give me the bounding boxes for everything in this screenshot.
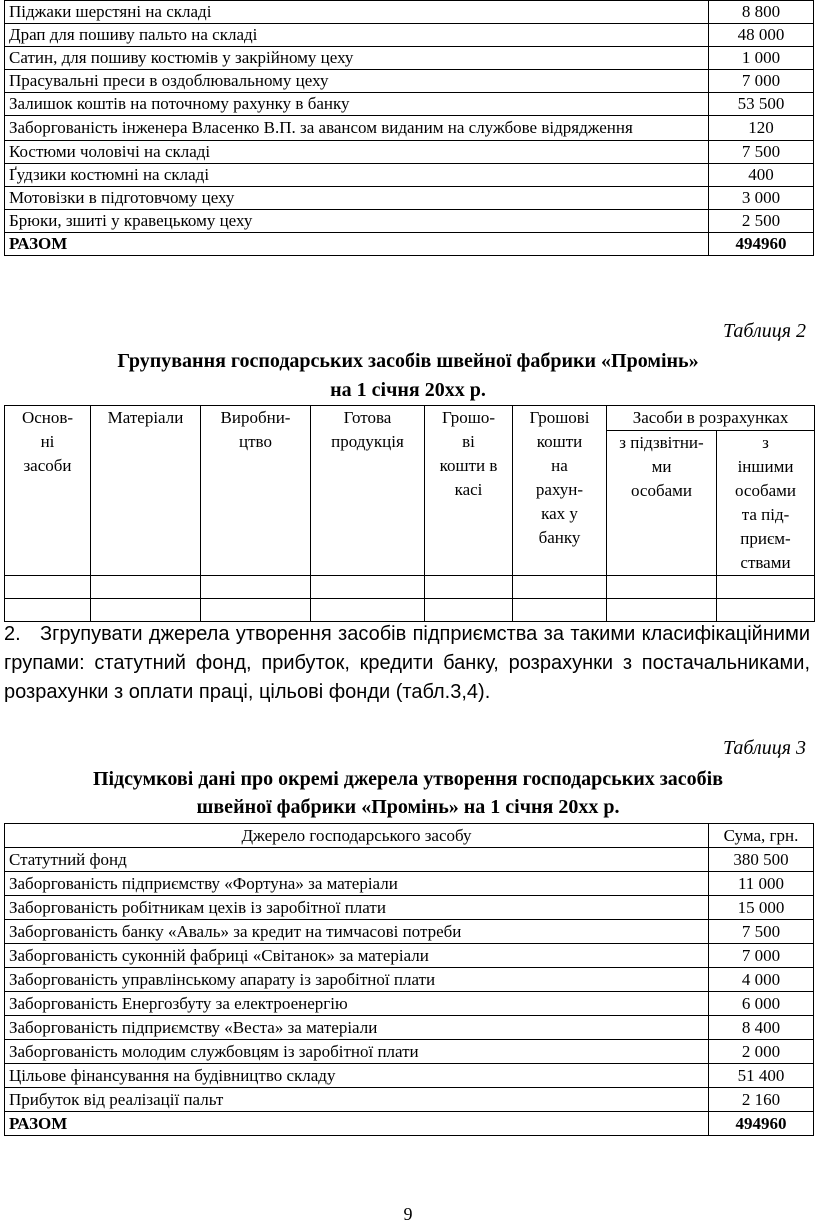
table-row <box>5 164 814 187</box>
header-bank-funds: Грошові кошти на рахун- ках у банку <box>513 406 607 576</box>
header-production: Виробни- цтво <box>201 406 311 576</box>
table-row <box>5 47 814 70</box>
row-value: 380 500 <box>709 848 814 872</box>
total-label: РАЗОМ <box>5 1112 709 1136</box>
row-label: Заборгованість суконній фабриці «Світанок» за матеріали <box>5 944 709 968</box>
row-label: Заборгованість інженера Власенко В.П. за авансом виданим на службове відрядження <box>5 116 709 141</box>
total-value: 494960 <box>709 1112 814 1136</box>
row-label: Заборгованість підприємству «Веста» за матеріали <box>5 1016 709 1040</box>
row-value: 2 000 <box>709 1040 814 1064</box>
total-label: РАЗОМ <box>5 233 709 256</box>
table-row <box>5 1064 814 1088</box>
row-value: 3 000 <box>709 187 814 210</box>
table-row <box>5 576 815 599</box>
table3-title-line1: Підсумкові дані про окремі джерела утворення господарських засобів <box>92 768 724 790</box>
table3-caption: Таблиця 3 <box>723 737 806 759</box>
row-label: Залишок коштів на поточному рахунку в банку <box>5 93 709 116</box>
table-row <box>5 599 815 622</box>
row-label: Ґудзики костюмні на складі <box>5 164 709 187</box>
row-label: Заборгованість банку «Аваль» за кредит на тимчасові потреби <box>5 920 709 944</box>
row-label: Заборгованість робітникам цехів із заробітної плати <box>5 896 709 920</box>
row-label: Мотовізки в підготовчому цеху <box>5 187 709 210</box>
total-row <box>5 233 814 256</box>
row-value: 8 800 <box>709 1 814 24</box>
table3-title-line2: швейної фабрики «Промінь» на 1 січня 20хх р. <box>196 796 620 818</box>
row-value: 4 000 <box>709 968 814 992</box>
task-number: 2. <box>4 623 21 645</box>
table-row <box>5 210 814 233</box>
row-label: Прибуток від реалізації пальт <box>5 1088 709 1112</box>
table-row <box>5 116 814 141</box>
page-number: 9 <box>403 1204 413 1224</box>
table-row <box>5 24 814 47</box>
table-row <box>5 944 814 968</box>
row-value: 7 000 <box>709 70 814 93</box>
task-paragraph <box>4 620 810 707</box>
table-row <box>5 896 814 920</box>
table-row <box>5 70 814 93</box>
row-value: 51 400 <box>709 1064 814 1088</box>
row-value: 11 000 <box>709 872 814 896</box>
table-row <box>5 141 814 164</box>
row-label: Прасувальні преси в оздоблювальному цеху <box>5 70 709 93</box>
table-row <box>5 992 814 1016</box>
row-value: 7 000 <box>709 944 814 968</box>
table-row <box>5 1088 814 1112</box>
header-source: Джерело господарського засобу <box>5 824 709 848</box>
table-row <box>5 968 814 992</box>
row-label: Драп для пошиву пальто на складі <box>5 24 709 47</box>
table-row <box>5 187 814 210</box>
grouping-table <box>4 405 815 622</box>
row-label: Заборгованість Енергозбуту за електроенергію <box>5 992 709 1016</box>
row-value: 2 160 <box>709 1088 814 1112</box>
header-accountable-persons: з підзвітни- ми особами <box>607 431 717 576</box>
header-finished-goods: Готова продукція <box>311 406 425 576</box>
table-row <box>5 1040 814 1064</box>
row-value: 6 000 <box>709 992 814 1016</box>
row-value: 120 <box>709 116 814 141</box>
row-label: Заборгованість підприємству «Фортуна» за матеріали <box>5 872 709 896</box>
row-value: 2 500 <box>709 210 814 233</box>
total-row <box>5 1112 814 1136</box>
total-value: 494960 <box>709 233 814 256</box>
row-label: Сатин, для пошиву костюмів у закрійному цеху <box>5 47 709 70</box>
row-label: Статутний фонд <box>5 848 709 872</box>
table-row <box>5 848 814 872</box>
table-row <box>5 1016 814 1040</box>
header-settlements: Засоби в розрахунках <box>607 406 815 431</box>
row-label: Заборгованість молодим службовцям із заробітної плати <box>5 1040 709 1064</box>
row-value: 400 <box>709 164 814 187</box>
header-materials: Матеріали <box>91 406 201 576</box>
row-label: Костюми чоловічі на складі <box>5 141 709 164</box>
row-value: 8 400 <box>709 1016 814 1040</box>
table-row <box>5 872 814 896</box>
row-value: 48 000 <box>709 24 814 47</box>
row-value: 1 000 <box>709 47 814 70</box>
row-value: 15 000 <box>709 896 814 920</box>
row-label: Заборгованість управлінському апарату із заробітної плати <box>5 968 709 992</box>
row-label: Цільове фінансування на будівництво складу <box>5 1064 709 1088</box>
sources-table <box>4 823 814 1136</box>
row-label: Піджаки шерстяні на складі <box>5 1 709 24</box>
header-other-persons: з іншими особами та під- приєм- ствами <box>717 431 815 576</box>
assets-table <box>4 0 814 256</box>
table2-caption: Таблиця 2 <box>723 320 806 342</box>
task-text: Згрупувати джерела утворення засобів підприємства за такими класифікаційними групами: статутний фонд, прибуток, кредити банку, розрахунки з постачальниками, розрахунки з оплати праці, цільові фонди (табл.3,4). <box>4 623 810 703</box>
table2-title-line1: Групування господарських засобів швейної фабрики «Промінь» <box>117 350 699 372</box>
row-label: Брюки, зшиті у кравецькому цеху <box>5 210 709 233</box>
table-row <box>5 93 814 116</box>
table-row <box>5 920 814 944</box>
row-value: 7 500 <box>709 920 814 944</box>
header-cash: Грошо- ві кошти в касі <box>425 406 513 576</box>
row-value: 53 500 <box>709 93 814 116</box>
table-row <box>5 1 814 24</box>
header-fixed-assets: Основ- ні засоби <box>5 406 91 576</box>
table2-title-line2: на 1 січня 20хх р. <box>330 379 486 401</box>
header-sum: Сума, грн. <box>709 824 814 848</box>
row-value: 7 500 <box>709 141 814 164</box>
